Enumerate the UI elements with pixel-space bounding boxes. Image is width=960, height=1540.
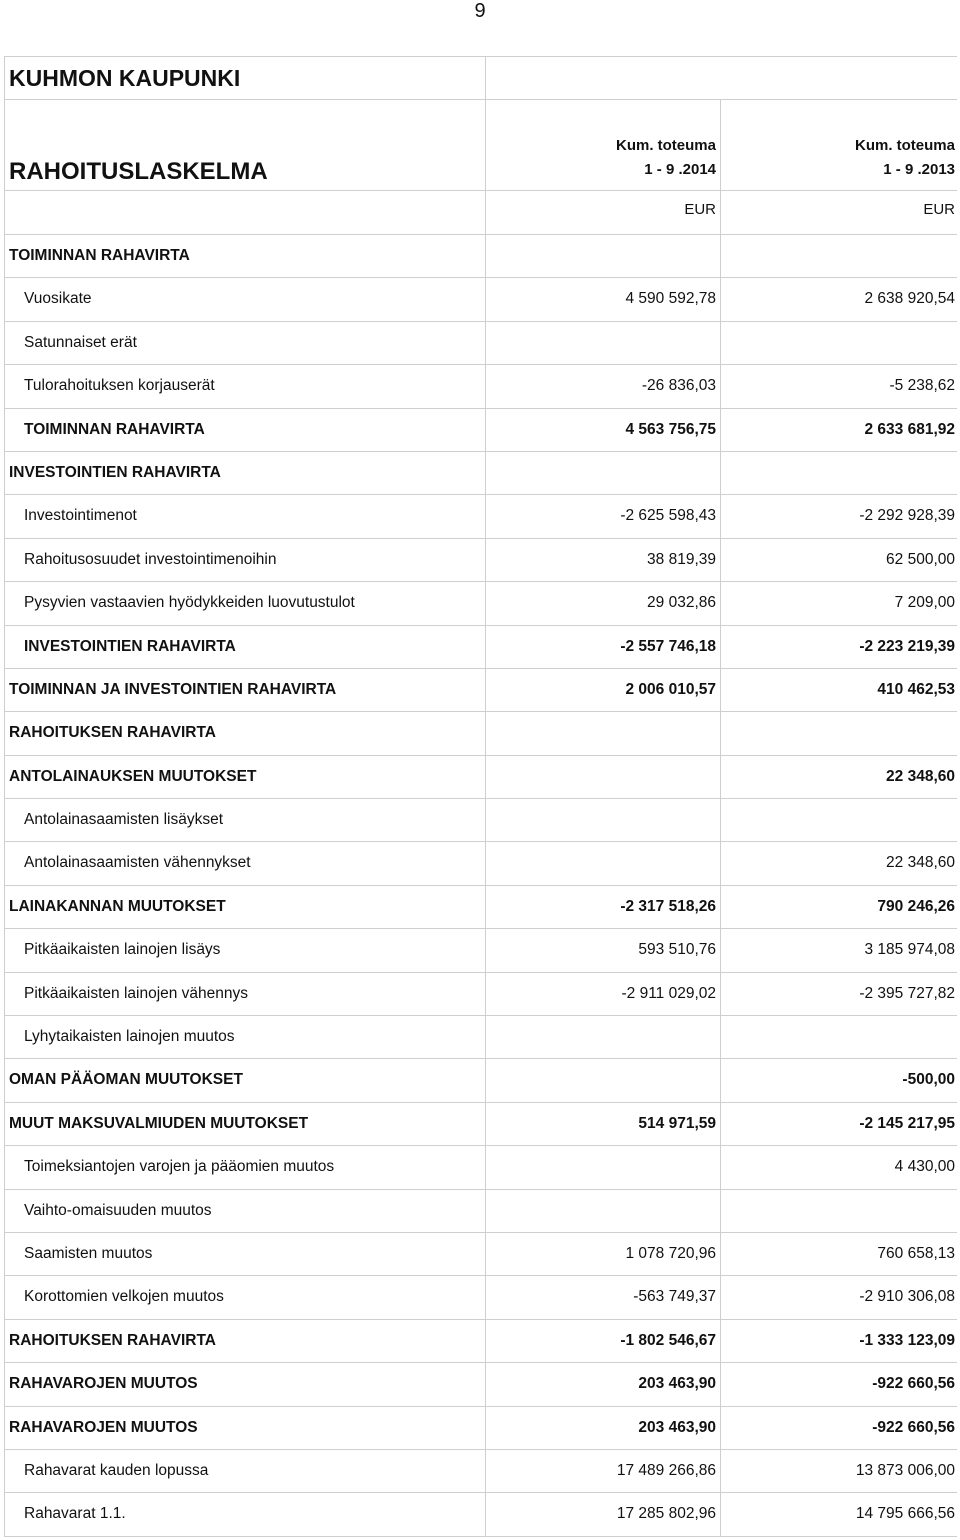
value-2014: 1 078 720,96 [486, 1233, 721, 1275]
units-row [5, 191, 957, 235]
value-2014: -1 802 546,67 [486, 1320, 721, 1362]
value-2014: 17 285 802,96 [486, 1493, 721, 1535]
table-row [5, 1450, 957, 1493]
row-label: LAINAKANNAN MUUTOKSET [5, 886, 486, 928]
table-row [5, 278, 957, 321]
table-row [5, 1276, 957, 1319]
table-row [5, 1016, 957, 1059]
column-header-line2: 1 - 9 .2014 [644, 161, 716, 178]
header-org-row [5, 57, 957, 100]
value-2014: 203 463,90 [486, 1363, 721, 1405]
value-2014: -2 317 518,26 [486, 886, 721, 928]
value-2013 [721, 452, 957, 494]
value-2014: -2 625 598,43 [486, 495, 721, 537]
table-row [5, 799, 957, 842]
row-label: Pitkäaikaisten lainojen lisäys [5, 929, 486, 971]
value-2013: -2 145 217,95 [859, 1114, 955, 1132]
column-header-line1: Kum. toteuma [615, 137, 716, 154]
table-row [5, 1493, 957, 1536]
table-row [5, 712, 957, 755]
row-label: Lyhytaikaisten lainojen muutos [5, 1016, 486, 1058]
value-2014 [486, 1190, 721, 1232]
value-2014 [486, 712, 721, 754]
row-label: TOIMINNAN JA INVESTOINTIEN RAHAVIRTA [5, 669, 486, 711]
value-2013: -922 660,56 [872, 1375, 955, 1393]
value-2013: 2 633 681,92 [864, 420, 955, 438]
row-label: Tulorahoituksen korjauserät [5, 365, 486, 407]
value-2013: 14 795 666,56 [855, 1505, 955, 1523]
value-2013 [721, 235, 957, 277]
value-2014: 2 006 010,57 [486, 669, 721, 711]
table-row [5, 842, 957, 885]
unit-2013: EUR [923, 201, 955, 218]
table-row [5, 1407, 957, 1450]
value-2013: -500,00 [902, 1071, 955, 1089]
header-title-row [5, 100, 957, 191]
row-label: OMAN PÄÄOMAN MUUTOKSET [5, 1059, 486, 1101]
value-2014 [486, 1146, 721, 1188]
table-row [5, 756, 957, 799]
table-row [5, 886, 957, 929]
table-row [5, 1190, 957, 1233]
column-header-line1: Kum. toteuma [854, 137, 955, 154]
value-2013 [721, 712, 957, 754]
row-label: RAHAVAROJEN MUUTOS [5, 1407, 486, 1449]
table-row [5, 452, 957, 495]
value-2014 [486, 842, 721, 884]
value-2013: 7 209,00 [894, 594, 955, 612]
column-header-2013 [721, 100, 957, 190]
value-2014: 4 563 756,75 [486, 409, 721, 451]
row-label: TOIMINNAN RAHAVIRTA [5, 409, 486, 451]
value-2014: 203 463,90 [486, 1407, 721, 1449]
value-2014: 593 510,76 [486, 929, 721, 971]
value-2013: 22 348,60 [886, 854, 955, 872]
value-2013: 22 348,60 [886, 767, 955, 785]
table-row [5, 669, 957, 712]
document-title: RAHOITUSLASKELMA [5, 100, 486, 190]
unit-2014: EUR [486, 191, 721, 234]
row-label: Pitkäaikaisten lainojen vähennys [5, 973, 486, 1015]
table-row [5, 365, 957, 408]
row-label: Rahavarat kauden lopussa [5, 1450, 486, 1492]
row-label: RAHOITUKSEN RAHAVIRTA [5, 712, 486, 754]
table-row [5, 235, 957, 278]
row-label: Investointimenot [5, 495, 486, 537]
table-row [5, 1059, 957, 1102]
value-2013: 62 500,00 [886, 550, 955, 568]
value-2014: 4 590 592,78 [486, 278, 721, 320]
row-label: Pysyvien vastaavien hyödykkeiden luovutustulot [5, 582, 486, 624]
row-label: Rahoitusosuudet investointimenoihin [5, 539, 486, 581]
value-2013: 4 430,00 [894, 1158, 955, 1176]
value-2013: 3 185 974,08 [864, 941, 955, 959]
row-label: Vaihto-omaisuuden muutos [5, 1190, 486, 1232]
table-row [5, 973, 957, 1016]
value-2013: -2 395 727,82 [859, 984, 955, 1002]
page-number: 9 [474, 0, 486, 22]
cash-flow-statement-table [4, 56, 957, 1537]
row-label: MUUT MAKSUVALMIUDEN MUUTOKSET [5, 1103, 486, 1145]
table-row [5, 1103, 957, 1146]
value-2013 [721, 1016, 957, 1058]
value-2014 [486, 322, 721, 364]
column-header-line2: 1 - 9 .2013 [883, 161, 955, 178]
value-2014 [486, 799, 721, 841]
value-2013: -922 660,56 [872, 1418, 955, 1436]
table-row [5, 322, 957, 365]
value-2013 [721, 799, 957, 841]
value-2013 [721, 322, 957, 364]
value-2014 [486, 235, 721, 277]
value-2013: -5 238,62 [889, 377, 955, 395]
value-2013: 760 658,13 [877, 1244, 955, 1262]
value-2014: 514 971,59 [486, 1103, 721, 1145]
table-row [5, 1233, 957, 1276]
units-label-cell [5, 191, 486, 234]
value-2013: 790 246,26 [877, 897, 955, 915]
value-2013: -1 333 123,09 [859, 1331, 955, 1349]
table-row [5, 409, 957, 452]
row-label: Rahavarat 1.1. [5, 1493, 486, 1535]
row-label: RAHAVAROJEN MUUTOS [5, 1363, 486, 1405]
table-row [5, 626, 957, 669]
value-2013: -2 910 306,08 [859, 1288, 955, 1306]
row-label: RAHOITUKSEN RAHAVIRTA [5, 1320, 486, 1362]
row-label: Satunnaiset erät [5, 322, 486, 364]
table-body [5, 235, 957, 1537]
row-label: Korottomien velkojen muutos [5, 1276, 486, 1318]
value-2013: 2 638 920,54 [864, 290, 955, 308]
value-2014: -2 911 029,02 [486, 973, 721, 1015]
value-2013: 410 462,53 [877, 680, 955, 698]
value-2014: 29 032,86 [486, 582, 721, 624]
value-2014 [486, 756, 721, 798]
value-2014: 17 489 266,86 [486, 1450, 721, 1492]
row-label: Saamisten muutos [5, 1233, 486, 1275]
row-label: Antolainasaamisten lisäykset [5, 799, 486, 841]
org-name: KUHMON KAUPUNKI [5, 57, 486, 99]
value-2014 [486, 1059, 721, 1101]
value-2014 [486, 452, 721, 494]
value-2013: -2 292 928,39 [859, 507, 955, 525]
value-2014 [486, 1016, 721, 1058]
table-row [5, 582, 957, 625]
table-row [5, 1146, 957, 1189]
value-2014: -563 749,37 [486, 1276, 721, 1318]
table-row [5, 539, 957, 582]
table-row [5, 1320, 957, 1363]
row-label: Toimeksiantojen varojen ja pääomien muutos [5, 1146, 486, 1188]
value-2014: 38 819,39 [486, 539, 721, 581]
row-label: INVESTOINTIEN RAHAVIRTA [5, 452, 486, 494]
table-row [5, 495, 957, 538]
table-row [5, 1363, 957, 1406]
row-label: INVESTOINTIEN RAHAVIRTA [5, 626, 486, 668]
row-label: Antolainasaamisten vähennykset [5, 842, 486, 884]
table-row [5, 929, 957, 972]
row-label: ANTOLAINAUKSEN MUUTOKSET [5, 756, 486, 798]
value-2013 [721, 1190, 957, 1232]
value-2013: -2 223 219,39 [859, 637, 955, 655]
row-label: Vuosikate [5, 278, 486, 320]
row-label: TOIMINNAN RAHAVIRTA [5, 235, 486, 277]
value-2014: -26 836,03 [486, 365, 721, 407]
value-2014: -2 557 746,18 [486, 626, 721, 668]
value-2013: 13 873 006,00 [855, 1461, 955, 1479]
column-header-2014 [486, 100, 721, 190]
